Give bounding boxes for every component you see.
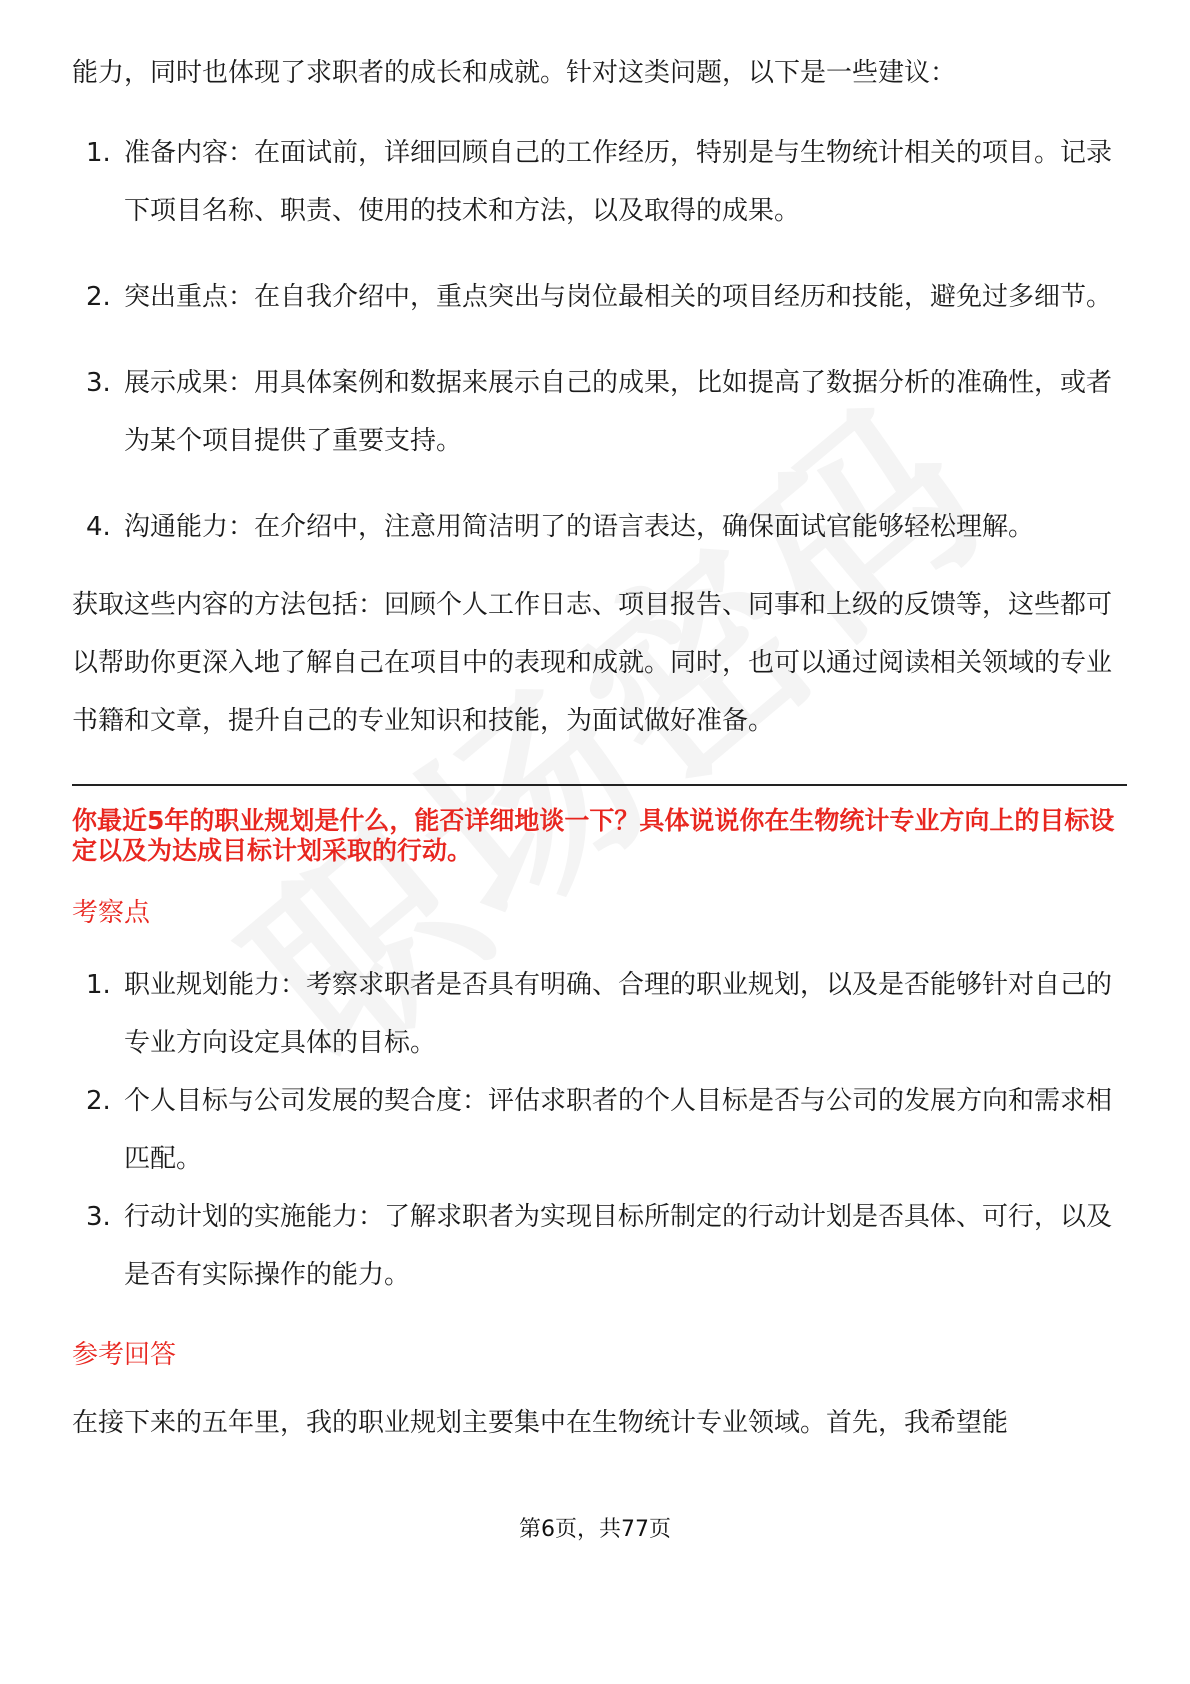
list-text: 职业规划能力：考察求职者是否具有明确、合理的职业规划，以及是否能够针对自己的专业方向设定具体的目标。 [124,970,1113,1058]
page-footer: 第6页，共77页 [519,1517,671,1542]
list-item [72,956,1132,1072]
list-item [72,498,1132,556]
document-page [72,44,1132,1452]
list-item [72,124,1132,240]
list-number: 3. [86,1202,111,1232]
list-text: 个人目标与公司发展的契合度：评估求职者的个人目标是否与公司的发展方向和需求相匹配。 [124,1086,1113,1174]
list-item [72,1072,1132,1188]
list-number: 2. [86,1086,111,1116]
interview-question: 你最近5年的职业规划是什么，能否详细地谈一下？具体说说你在生物统计专业方向上的目标设定以及为达成目标计划采取的行动。 [72,806,1115,865]
list-text: 展示成果：用具体案例和数据来展示自己的成果，比如提高了数据分析的准确性，或者为某个项目提供了重要支持。 [124,368,1113,456]
list-item [72,1188,1132,1304]
answer-paragraph: 在接下来的五年里，我的职业规划主要集中在生物统计专业领域。首先，我希望能 [72,1408,1009,1438]
list-item [72,268,1132,326]
section-divider [72,784,1127,786]
tips-list [72,124,1132,556]
method-paragraph: 获取这些内容的方法包括：回顾个人工作日志、项目报告、同事和上级的反馈等，这些都可以帮助你更深入地了解自己在项目中的表现和成就。同时，也可以通过阅读相关领域的专业书籍和文章，提升自己的专业知识和技能，为面试做好准备。 [72,590,1113,736]
list-text: 行动计划的实施能力：了解求职者为实现目标所制定的行动计划是否具体、可行，以及是否有实际操作的能力。 [124,1202,1113,1290]
list-number: 3. [86,368,111,398]
answer-heading: 参考回答 [72,1340,177,1370]
assessment-list [72,956,1132,1304]
intro-paragraph: 能力，同时也体现了求职者的成长和成就。针对这类问题，以下是一些建议： [72,58,957,88]
list-text: 突出重点：在自我介绍中，重点突出与岗位最相关的项目经历和技能，避免过多细节。 [124,282,1113,312]
list-number: 4. [86,512,111,542]
list-text: 准备内容：在面试前，详细回顾自己的工作经历，特别是与生物统计相关的项目。记录下项目名称、职责、使用的技术和方法，以及取得的成果。 [124,138,1113,226]
list-number: 1. [86,138,111,168]
list-number: 2. [86,282,111,312]
list-number: 1. [86,970,111,1000]
list-item [72,354,1132,470]
list-text: 沟通能力：在介绍中，注意用简洁明了的语言表达，确保面试官能够轻松理解。 [124,512,1035,542]
assessment-heading: 考察点 [72,898,151,928]
